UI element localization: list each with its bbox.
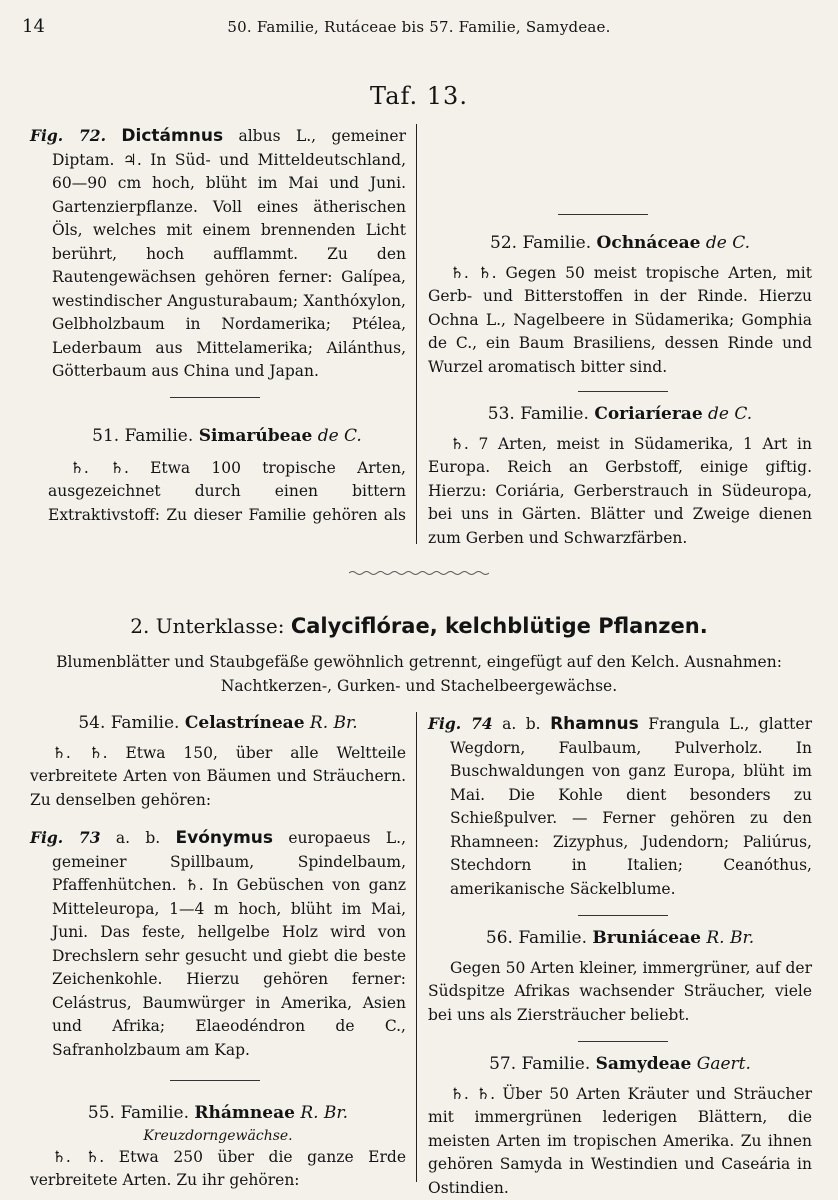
page-header bbox=[22, 16, 816, 42]
family-text: ♄. ♄. Gegen 50 meist tropische Arten, mit Gerb- und Bitterstoffen in der Rinde. Hierzu Ochna L., Nagelbeere in Südamerika; Gomphia de C., ein Baum Brasiliens, dessen Rinde und Wurzel aromatisch bitter sind. bbox=[428, 263, 812, 376]
fig-sub: a. b. bbox=[100, 829, 176, 847]
column-divider-bottom bbox=[416, 712, 417, 1182]
family-text: ♄. ♄. Etwa 250 über die ganze Erde verbreitete Arten. Zu ihr gehören: bbox=[30, 1147, 406, 1189]
family-author: R. Br. bbox=[309, 713, 358, 733]
family-heading bbox=[428, 927, 812, 951]
fig72-entry bbox=[30, 124, 406, 384]
fam51-section bbox=[48, 425, 406, 527]
family-author: R. Br. bbox=[706, 928, 755, 948]
family-text: ♄. ♄. Etwa 100 tropische Arten, ausgezeichnet durch einen bittern Extraktivstoff: Zu dieser Familie gehören als bbox=[48, 458, 406, 524]
section-divider bbox=[170, 1080, 260, 1081]
family-name: Ochnáceae bbox=[596, 233, 701, 253]
section-divider bbox=[170, 397, 260, 398]
family-author: Gaert. bbox=[696, 1054, 751, 1074]
subclass-name: Calyciflórae, kelchblütige Pflanzen. bbox=[290, 614, 708, 638]
upper-right-column bbox=[428, 200, 812, 550]
family-heading bbox=[428, 1053, 812, 1077]
fig-label: Fig. 72. bbox=[30, 126, 106, 145]
running-title: 50. Familie, Rutáceae bis 57. Familie, Samydeae. bbox=[227, 18, 611, 36]
family-subtitle: Kreuzdorngewächse. bbox=[143, 1127, 293, 1144]
entry-text: Frangula L., glatter Wegdorn, Faulbaum, Pulverholz. In Buschwaldungen von ganz Europa, blüht im Mai. Die Kohle dient besonders zu Schießpulver. — Ferner gehören zu den Rhamneen: Zizyphus, Judendorn; Paliúrus, Stechdorn in Italien; Ceanóthus, amerikanische Säckelblume. bbox=[450, 715, 812, 898]
genus-name: Rhamnus bbox=[550, 714, 639, 734]
family-heading bbox=[428, 403, 812, 427]
family-heading bbox=[428, 232, 812, 256]
subclass-description: Blumenblätter und Staubgefäße gewöhnlich getrennt, eingefügt auf den Kelch. Ausnahmen: Nachtkerzen-, Gurken- und Stachelbeergewächse. bbox=[56, 653, 782, 695]
lower-left-column bbox=[30, 712, 406, 1193]
subclass-prefix: 2. Unterklasse: bbox=[130, 614, 291, 638]
subclass-heading bbox=[0, 614, 838, 638]
family-name: Bruniáceae bbox=[592, 928, 701, 948]
fig73-entry bbox=[30, 826, 406, 1062]
family-name: Rhámneae bbox=[194, 1103, 295, 1123]
family-heading bbox=[30, 1102, 406, 1126]
fig-label: Fig. 73 bbox=[30, 828, 101, 847]
lower-right-column bbox=[428, 712, 812, 1200]
family-text: Gegen 50 Arten kleiner, immergrüner, auf der Südspitze Afrikas wachsender Sträucher, viele bei uns als Ziersträucher beliebt. bbox=[428, 958, 812, 1024]
entry-text: europaeus L., gemeiner Spillbaum, Spindelbaum, Pfaffenhütchen. ♄. In Gebüschen von ganz Mitteleuropa, 1—4 m hoch, blüht im Mai, Juni. Das feste, hellgelbe Holz wird von Drechslern sehr gesucht und giebt die beste Zeichenkohle. Hierzu gehören ferner: Celástrus, Baumwürger in Amerika, Asien und Afrika; Elaeodéndron de C., Safranholzbaum am Kap. bbox=[52, 829, 406, 1059]
family-number: 51. Familie. bbox=[92, 426, 194, 446]
family-name: Celastríneae bbox=[184, 713, 305, 733]
family-name: Samydeae bbox=[595, 1054, 692, 1074]
family-name: Coriaríerae bbox=[594, 404, 703, 424]
genus-name: Evónymus bbox=[175, 828, 274, 848]
column-divider-top bbox=[416, 124, 417, 544]
plate-label: Taf. 13. bbox=[370, 82, 468, 110]
family-author: de C. bbox=[708, 404, 753, 424]
family-author: de C. bbox=[317, 426, 362, 446]
fig-label: Fig. 74 bbox=[428, 714, 493, 733]
ornamental-divider bbox=[349, 570, 489, 576]
fig74-entry bbox=[428, 712, 812, 901]
family-text: ♄. 7 Arten, meist in Südamerika, 1 Art in Europa. Reich an Gerbstoff, einige giftig. Hierzu: Coriária, Gerberstrauch in Südeuropa, bei uns in Gärten. Blätter und Zweige dienen zum Gerben und Schwarzfärben. bbox=[428, 434, 812, 547]
family-text: ♄. ♄. Über 50 Arten Kräuter und Sträucher mit immergrünen lederigen Blättern, die meisten Arten im tropischen Amerika. Zu ihnen gehören Samyda in Westindien und Caseária in Ostindien. bbox=[428, 1084, 812, 1197]
family-name: Simarúbeae bbox=[198, 426, 313, 446]
family-number: 52. Familie. bbox=[490, 233, 592, 253]
fig-sub: a. b. bbox=[492, 715, 551, 733]
section-divider bbox=[578, 915, 668, 916]
family-number: 56. Familie. bbox=[485, 928, 587, 948]
family-author: R. Br. bbox=[300, 1103, 349, 1123]
entry-text: albus L., gemeiner Diptam. ♃. In Süd- und Mitteldeutschland, 60—90 cm hoch, blüht im Mai und Juni. Gartenzierpflanze. Voll eines ätherischen Öls, welches mit einem brennenden Licht berührt, hoch aufflammt. Zu den Rautengewächsen gehören ferner: Galípea, westindischer Angusturabaum; Xanthóxylon, Gelbholzbaum in Nordamerika; Ptélea, Lederbaum aus Mittelamerika; Ailánthus, Götterbaum aus China und Japan. bbox=[52, 127, 406, 380]
family-heading bbox=[30, 712, 406, 736]
section-divider bbox=[578, 1041, 668, 1042]
family-number: 57. Familie. bbox=[489, 1054, 591, 1074]
family-text: ♄. ♄. Etwa 150, über alle Weltteile verbreitete Arten von Bäumen und Sträuchern. Zu denselben gehören: bbox=[30, 743, 406, 809]
family-number: 55. Familie. bbox=[87, 1103, 190, 1123]
family-number: 53. Familie. bbox=[487, 404, 589, 424]
upper-left-column bbox=[30, 124, 406, 384]
family-heading bbox=[48, 425, 406, 449]
family-author: de C. bbox=[705, 233, 750, 253]
section-divider bbox=[558, 214, 648, 215]
page-number: 14 bbox=[22, 16, 45, 37]
section-divider bbox=[578, 391, 668, 392]
family-number: 54. Familie. bbox=[78, 713, 180, 733]
genus-name: Dictámnus bbox=[121, 126, 224, 146]
